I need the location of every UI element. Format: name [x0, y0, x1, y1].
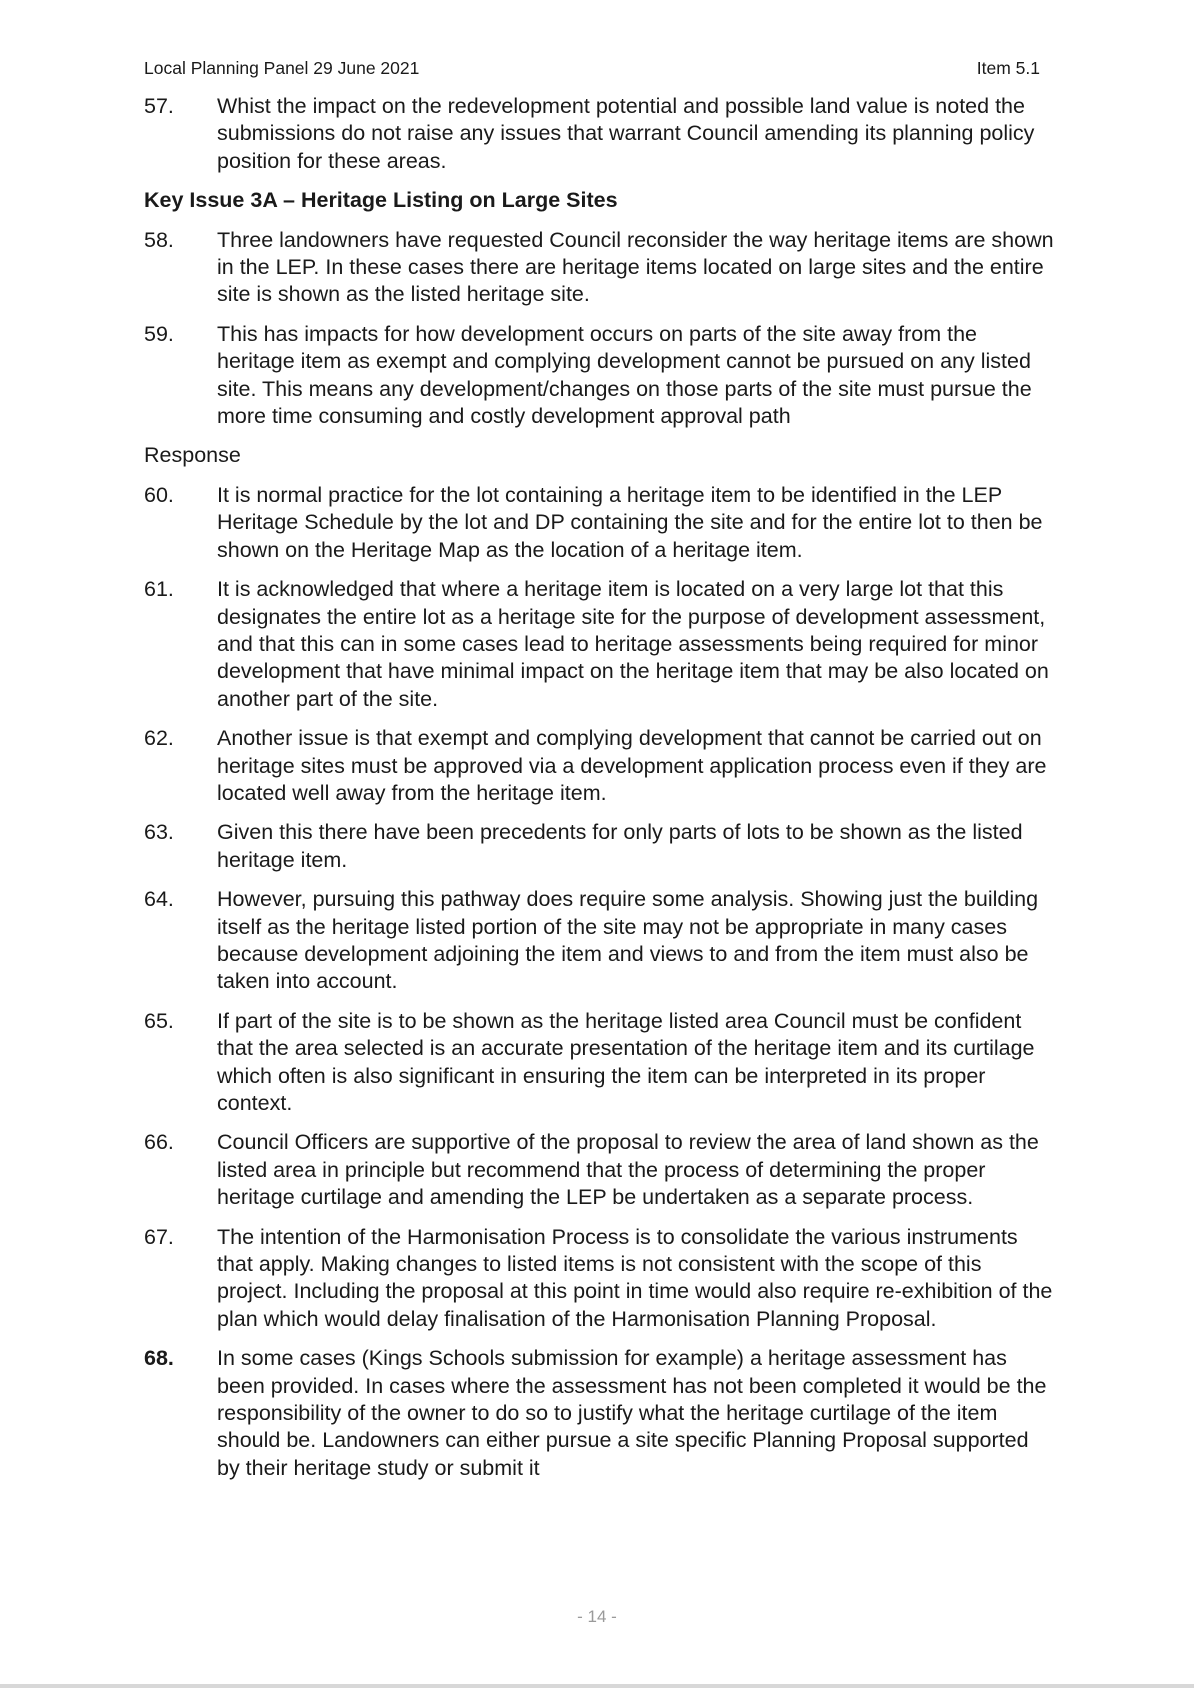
paragraph-text: In some cases (Kings Schools submission for example) a heritage assessment has been provided. In cases where the assessment has not been completed it would be the responsibility of the owner to do so to justify what the heritage curtilage of the item should be. Landowners can either pursue a site specific Planning Proposal supported by their heritage study or submit it	[217, 1346, 1047, 1480]
document-body	[144, 93, 1054, 1494]
paragraph-61	[144, 576, 1054, 713]
paragraph-number: 60.	[144, 482, 174, 507]
paragraph-number: 63.	[144, 820, 174, 845]
paragraph-text: Whist the impact on the redevelopment potential and possible land value is noted the submissions do not raise any issues that warrant Council amending its planning policy position for these areas.	[217, 94, 1035, 173]
paragraph-text: However, pursuing this pathway does require some analysis. Showing just the building itself as the heritage listed portion of the site may not be appropriate in many cases because development adjoining the item and views to and from the item must also be taken into account.	[217, 887, 1039, 994]
page-header	[144, 56, 1040, 80]
paragraph-text: Given this there have been precedents for only parts of lots to be shown as the listed heritage item.	[217, 820, 1023, 872]
paragraph-text: This has impacts for how development occurs on parts of the site away from the heritage item as exempt and complying development cannot be pursued on any listed site. This means any development/changes on those parts of the site must pursue the more time consuming and costly development approval path	[217, 321, 1032, 429]
paragraph-number: 61.	[144, 577, 174, 602]
paragraph-68	[144, 1345, 1054, 1482]
paragraph-text: It is acknowledged that where a heritage item is located on a very large lot that this designates the entire lot as a heritage site for the purpose of development assessment, and that this can in some cases lead to heritage assessments being required for minor development that have minimal impact on the heritage item that may be also located on another part of the site.	[217, 577, 1049, 711]
paragraph-66	[144, 1129, 1054, 1211]
paragraph-text: Three landowners have requested Council reconsider the way heritage items are shown in the LEP. In these cases there are heritage items located on large sites and the entire site is shown as the listed heritage site.	[217, 227, 1054, 307]
paragraph-65	[144, 1008, 1054, 1118]
page-number: - 14 -	[577, 1607, 617, 1626]
paragraph-number: 59.	[144, 321, 174, 346]
paragraph-text: Another issue is that exempt and complying development that cannot be carried out on heritage sites must be approved via a development application process even if they are located well away from the heritage item.	[217, 726, 1047, 805]
paragraph-number: 57.	[144, 94, 174, 118]
key-issue-heading: Key Issue 3A – Heritage Listing on Large Sites	[144, 188, 618, 213]
paragraph-57	[144, 93, 1054, 175]
paragraph-text: If part of the site is to be shown as the heritage listed area Council must be confident that the area selected is an accurate presentation of the heritage item and its curtilage which often is also significant in ensuring the item can be interpreted in its proper context.	[217, 1008, 1035, 1115]
paragraph-text: Council Officers are supportive of the proposal to review the area of land shown as the listed area in principle but recommend that the process of determining the proper heritage curtilage and amending the LEP be undertaken as a separate process.	[217, 1130, 1039, 1210]
paragraph-text: It is normal practice for the lot containing a heritage item to be identified in the LEP Heritage Schedule by the lot and DP containing the site and for the entire lot to then be shown on the Heritage Map as the location of a heritage item.	[217, 482, 1043, 562]
paragraph-number: 66.	[144, 1130, 174, 1155]
page-bottom-edge	[0, 1684, 1194, 1688]
paragraph-59	[144, 321, 1054, 431]
header-meeting-title: Local Planning Panel 29 June 2021	[144, 58, 420, 78]
paragraph-number: 64.	[144, 887, 174, 912]
paragraph-number: 58.	[144, 227, 174, 252]
header-item-number: Item 5.1	[976, 58, 1040, 78]
paragraph-64	[144, 886, 1054, 996]
paragraph-63	[144, 819, 1054, 874]
paragraph-text: The intention of the Harmonisation Process is to consolidate the various instruments that apply. Making changes to listed items is not consistent with the scope of this project. Including the proposal at this point in time would also require re-exhibition of the plan which would delay finalisation of the Harmonisation Planning Proposal.	[217, 1224, 1053, 1331]
paragraph-number: 68.	[144, 1346, 174, 1371]
paragraph-62	[144, 725, 1054, 807]
paragraph-67	[144, 1224, 1054, 1334]
paragraph-58	[144, 227, 1054, 309]
response-heading: Response	[144, 443, 241, 468]
paragraph-number: 62.	[144, 726, 174, 751]
paragraph-number: 67.	[144, 1224, 174, 1249]
paragraph-60	[144, 482, 1054, 564]
paragraph-number: 65.	[144, 1008, 174, 1033]
